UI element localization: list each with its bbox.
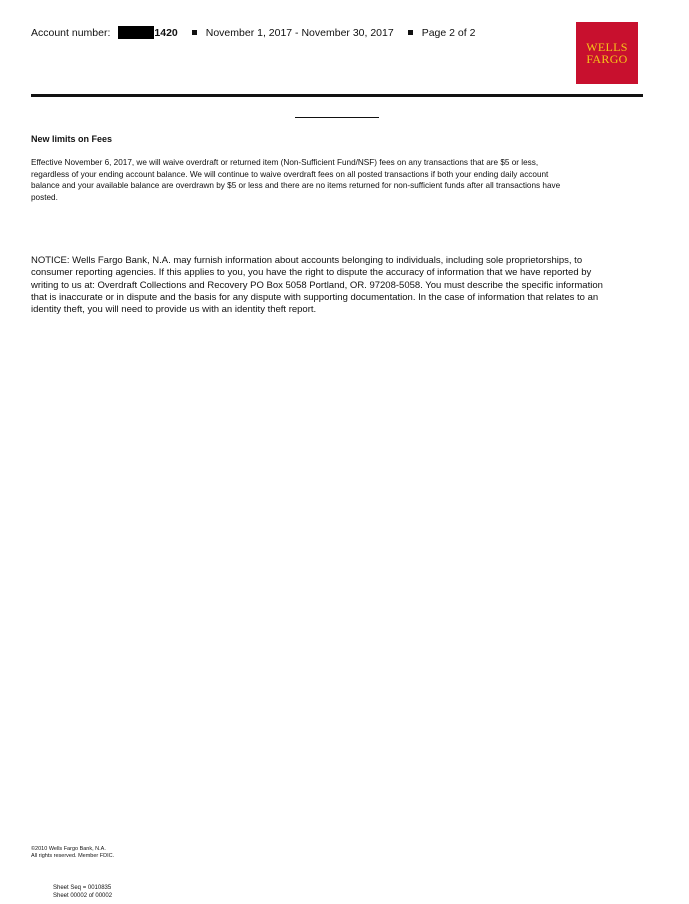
sheet-sequence: Sheet Seq = 0010835 [53, 885, 112, 891]
redacted-account-digits [118, 26, 154, 39]
bullet-square-icon [408, 30, 413, 35]
copyright-line-2: All rights reserved. Member FDIC. [31, 852, 115, 859]
logo-line-2: FARGO [586, 52, 628, 66]
copyright-line-1: ©2010 Wells Fargo Bank, N.A. [31, 846, 106, 852]
fees-section-title: New limits on Fees [31, 134, 113, 144]
wells-fargo-logo [576, 22, 638, 84]
notice-body: NOTICE: Wells Fargo Bank, N.A. may furnish information about accounts belonging to individuals, including sole proprietorships, to consumer reporting agencies. If this applies to you, you have the right to dispute the accuracy of information that we have reported by writing to us at: Overdraft Collections and Recovery PO Box 5058 Portland, OR. 97208-5058. You must describe the specific information that is inaccurate or in dispute and the basis for any dispute with supporting documentation. In the case of information that relates to an identity theft, you will need to provide us with an identity theft report. [31, 255, 603, 316]
logo-line-1: WELLS [586, 40, 628, 54]
account-number-last4: 1420 [154, 26, 178, 39]
statement-header [31, 26, 475, 39]
copyright-notice [31, 846, 114, 859]
sheet-count: Sheet 00002 of 00002 [53, 892, 113, 899]
page-number: Page 2 of 2 [421, 26, 476, 39]
statement-period: November 1, 2017 - November 30, 2017 [205, 26, 394, 39]
section-divider [295, 117, 379, 118]
fees-section-body: Effective November 6, 2017, we will waive overdraft or returned item (Non-Sufficient Fund/NSF) fees on any transactions that are $5 or less, regardless of your ending account balance. We will continue to waive overdraft fees on all posted transactions if both your ending daily account balance and your available balance are overdrawn by $5 or less and there are no items returned for non-sufficient funds after all transactions have posted. [31, 158, 561, 202]
sheet-info [53, 885, 112, 900]
header-divider [31, 94, 643, 97]
bullet-square-icon [192, 30, 197, 35]
account-number-label: Account number: [31, 26, 111, 39]
